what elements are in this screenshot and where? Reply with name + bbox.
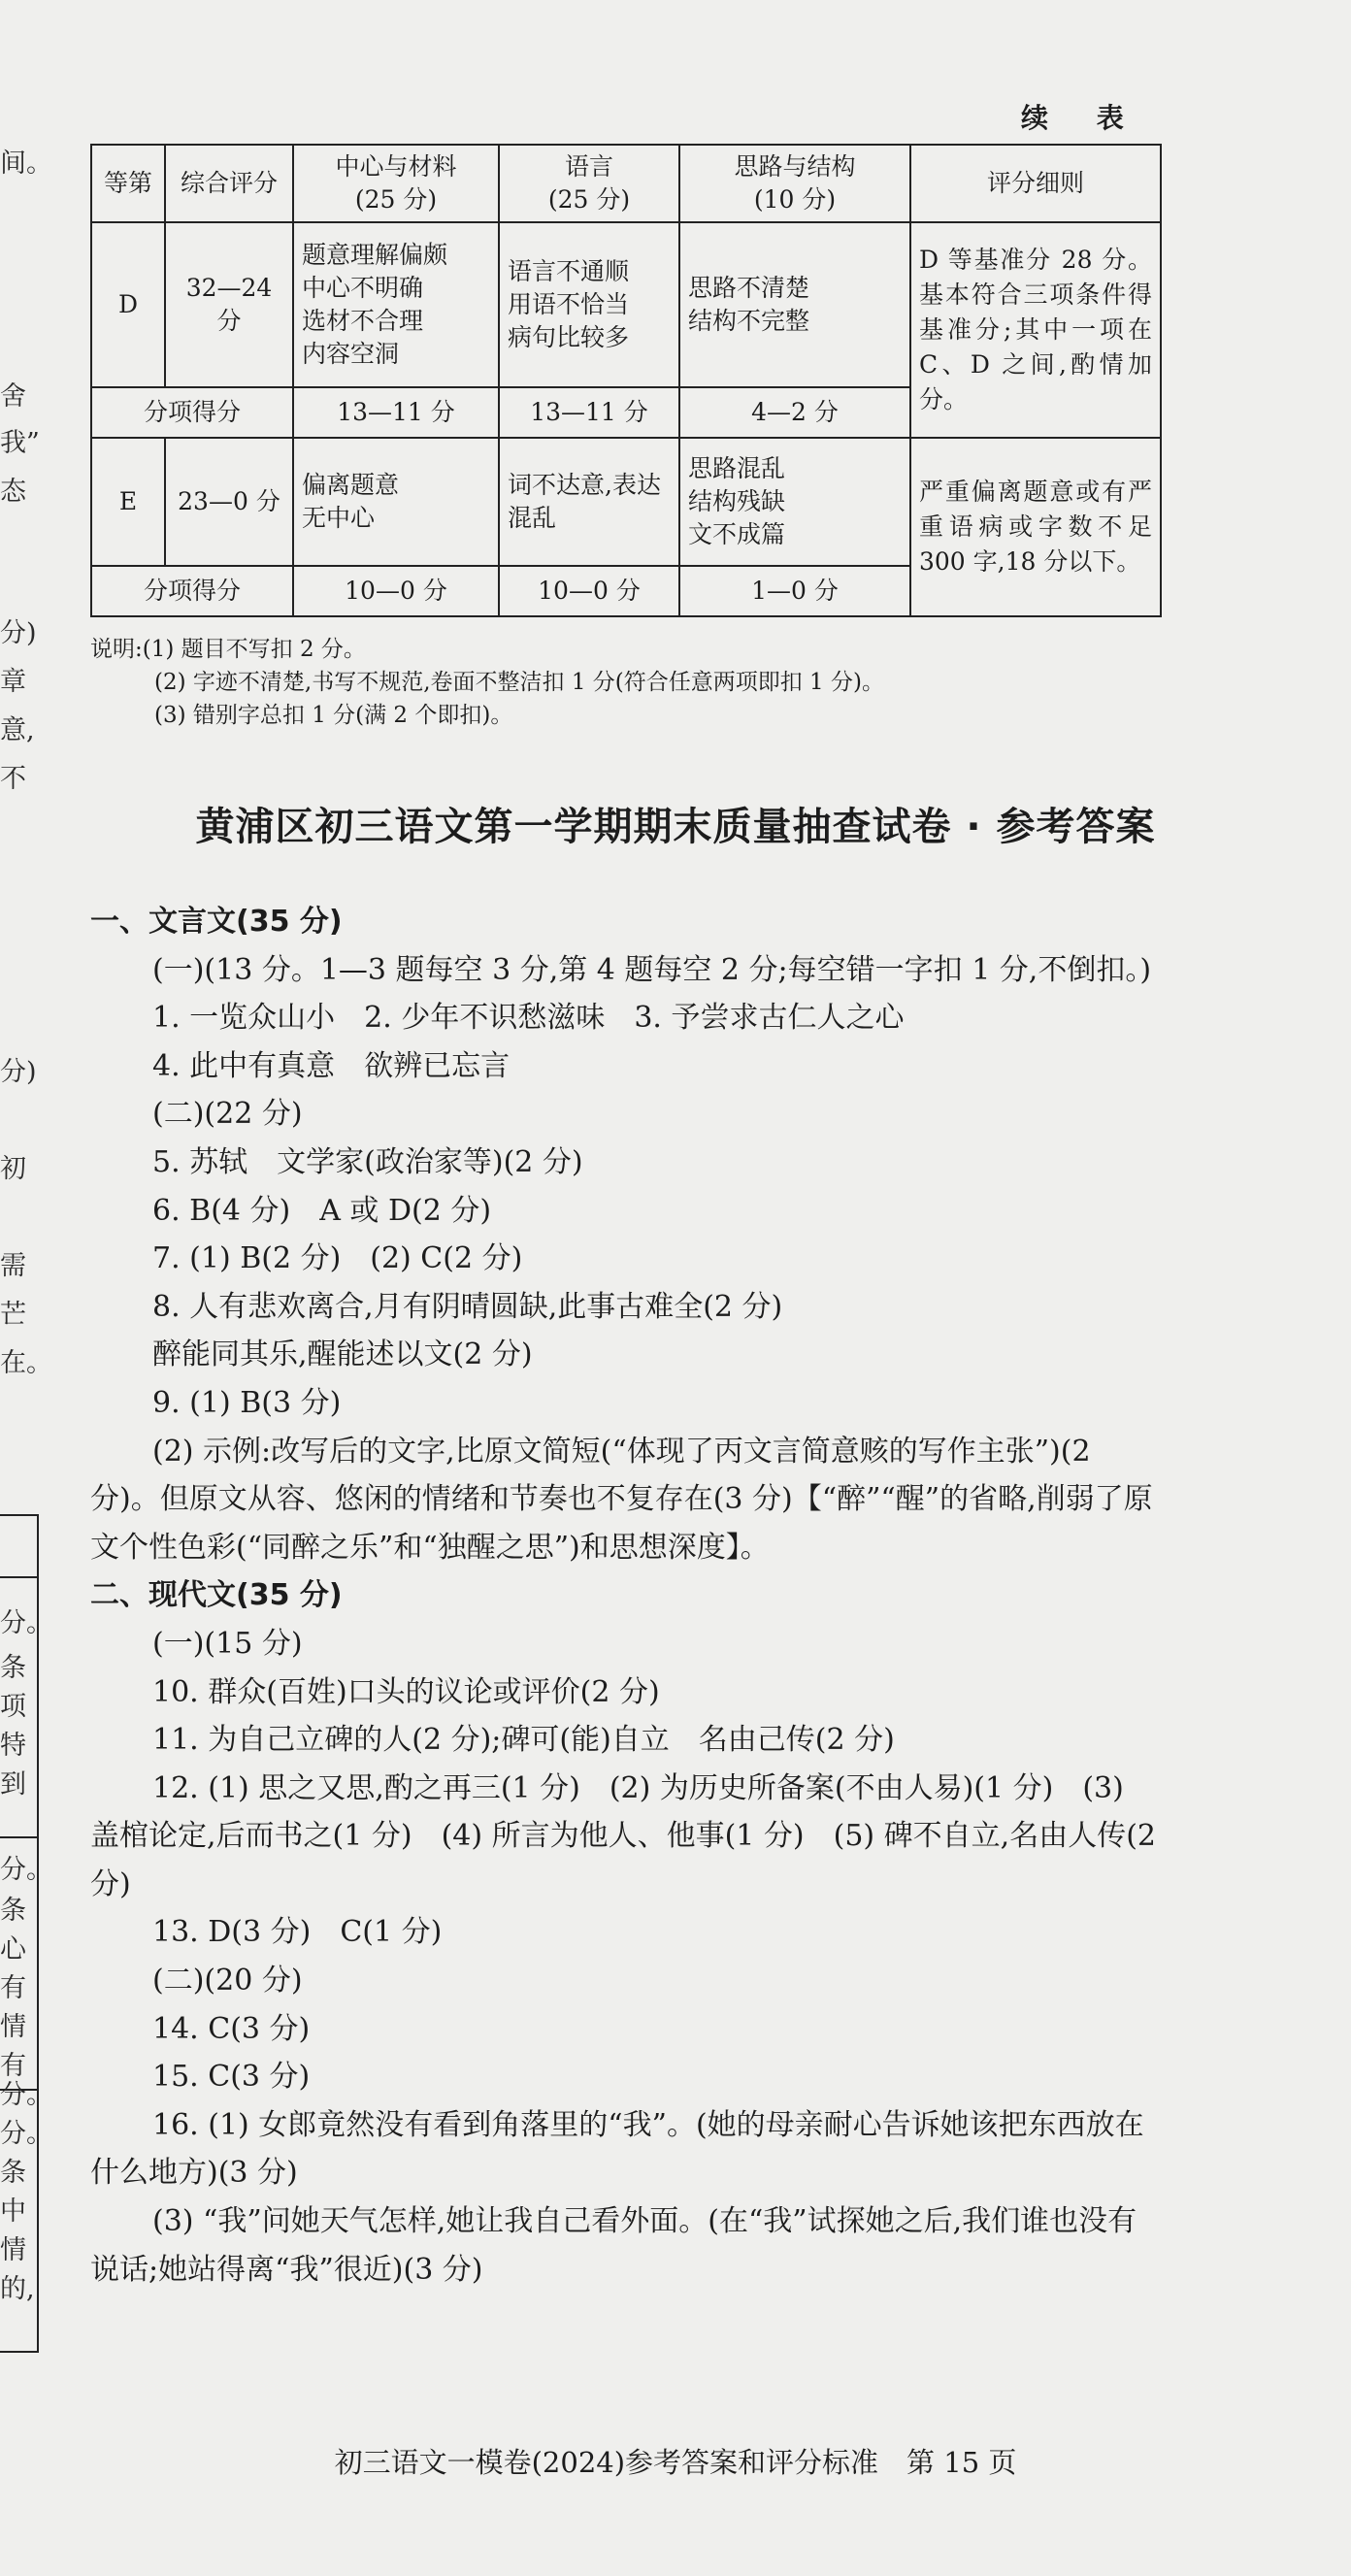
answer-line: 14. C(3 分) — [152, 2011, 311, 2046]
grade-e-language: 词不达意,表达混乱 — [499, 438, 679, 566]
answer-line: 9. (1) B(3 分) — [152, 1385, 342, 1420]
edge-fragment: 分。 — [0, 2119, 52, 2149]
answer-line: 5. 苏轼 文学家(政治家等)(2 分) — [152, 1144, 583, 1179]
edge-table-fragment — [0, 1514, 52, 2353]
edge-fragment: 分) — [0, 618, 37, 648]
edge-fragment: 态 — [0, 477, 26, 507]
header-overall-score: 综合评分 — [165, 145, 293, 222]
answer-line: (一)(15 分) — [152, 1626, 303, 1661]
answer-line: (二)(22 分) — [152, 1097, 303, 1132]
answer-line: 醉能同其乐,醒能述以文(2 分) — [152, 1338, 533, 1372]
edge-fragment: 章 — [0, 667, 26, 697]
edge-fragment: 条 — [0, 1653, 26, 1683]
subscore-d-structure: 4—2 分 — [679, 387, 910, 438]
edge-fragment: 项 — [0, 1692, 26, 1722]
answer-line: 13. D(3 分) C(1 分) — [152, 1915, 443, 1950]
note-line: (3) 错别字总扣 1 分(满 2 个即扣)。 — [154, 703, 513, 728]
grade-e-structure: 思路混乱 结构残缺 文不成篇 — [679, 438, 910, 566]
subscore-label: 分项得分 — [91, 387, 293, 438]
grade-e-score: 23—0 分 — [165, 438, 293, 566]
note-line: 说明:(1) 题目不写扣 2 分。 — [90, 637, 366, 662]
grade-d-label: D — [91, 222, 165, 387]
edge-fragment: 意, — [0, 715, 35, 745]
header-center-material: 中心与材料 (25 分) — [293, 145, 499, 222]
subscore-label: 分项得分 — [91, 566, 293, 616]
answer-body — [90, 898, 1160, 2294]
answer-line: (2) 示例:改写后的文字,比原文简短(“体现了丙文言简意赅的写作主张”)(2 分)。但原文从容、悠闲的情绪和节奏也不复存在(3 分)【“醉”“醒”的省略,削弱了原文个性色彩(“同醉之乐”和“独醒之思”)和思想深度】。 — [90, 1434, 1153, 1565]
answer-line: 1. 一览众山小 2. 少年不识愁滋味 3. 予尝求古仁人之心 — [152, 1001, 905, 1036]
edge-fragment: 分) — [0, 1057, 37, 1087]
grade-e-center: 偏离题意 无中心 — [293, 438, 499, 566]
answer-line: 8. 人有悲欢离合,月有阴晴圆缺,此事古难全(2 分) — [152, 1289, 783, 1324]
edge-fragment: 特 — [0, 1731, 26, 1761]
table-row-grade-d — [91, 222, 1161, 387]
grade-d-detail: D 等基准分 28 分。基本符合三项条件得基准分;其中一项在 C、D 之间,酌情加分。 — [910, 222, 1161, 438]
edge-fragment: 条 — [0, 1896, 26, 1926]
subscore-e-center: 10—0 分 — [293, 566, 499, 616]
answer-line: 4. 此中有真意 欲辨已忘言 — [152, 1048, 511, 1083]
subscore-d-center: 13—11 分 — [293, 387, 499, 438]
answer-line: (一)(13 分。1—3 题每空 3 分,第 4 题每空 2 分;每空错一字扣 1 分,不倒扣。) — [152, 952, 1152, 987]
table-notes — [90, 633, 884, 732]
grade-d-language: 语言不通顺 用语不恰当 病句比较多 — [499, 222, 679, 387]
grade-e-detail: 严重偏离题意或有严重语病或字数不足 300 字,18 分以下。 — [910, 438, 1161, 616]
header-structure: 思路与结构 (10 分) — [679, 145, 910, 222]
edge-fragment: 有 — [0, 1973, 26, 2003]
answer-line: 16. (1) 女郎竟然没有看到角落里的“我”。(她的母亲耐心告诉她该把东西放在什么地方)(3 分) — [90, 2107, 1144, 2191]
table-header-row — [91, 145, 1161, 222]
note-line: (2) 字迹不清楚,书写不规范,卷面不整洁扣 1 分(符合任意两项即扣 1 分)。 — [154, 670, 884, 695]
edge-fragment: 有 — [0, 2051, 26, 2081]
edge-fragment: 中 — [0, 2196, 26, 2227]
section-heading: 一、文言文(35 分) — [90, 905, 343, 939]
page-footer: 初三语文一模卷(2024)参考答案和评分标准 第 15 页 — [334, 2446, 1017, 2479]
header-scoring-detail: 评分细则 — [910, 145, 1161, 222]
edge-fragment: 分。 — [0, 2080, 52, 2110]
edge-table-line — [0, 1836, 37, 1838]
continued-table-label: 续 表 — [1021, 102, 1143, 134]
edge-fragment: 不 — [0, 764, 26, 794]
answer-line: (3) “我”问她天气怎样,她让我自己看外面。(在“我”试探她之后,我们谁也没有说话;她站得离“我”很近)(3 分) — [90, 2204, 1137, 2287]
answer-line: 6. B(4 分) A 或 D(2 分) — [152, 1193, 492, 1228]
edge-fragment: 的, — [0, 2274, 35, 2304]
edge-fragment: 分。 — [0, 1608, 52, 1638]
subscore-e-language: 10—0 分 — [499, 566, 679, 616]
answer-line: 7. (1) B(2 分) (2) C(2 分) — [152, 1241, 523, 1276]
edge-fragment: 条 — [0, 2158, 26, 2188]
edge-fragment: 在。 — [0, 1348, 52, 1378]
edge-fragment: 情 — [0, 2235, 26, 2265]
edge-fragment: 需 — [0, 1251, 26, 1281]
edge-fragment: 分。 — [0, 1855, 52, 1885]
answer-line: 10. 群众(百姓)口头的议论或评价(2 分) — [152, 1674, 660, 1709]
answer-line: 11. 为自己立碑的人(2 分);碑可(能)自立 名由己传(2 分) — [152, 1723, 895, 1758]
answer-line: 12. (1) 思之又思,酌之再三(1 分) (2) 为历史所备案(不由人易)(1 分) (3) 盖棺论定,后而书之(1 分) (4) 所言为他人、他事(1 分) (5) 碑不自立,名由人传(2 分) — [90, 1770, 1156, 1901]
edge-fragment: 情 — [0, 2012, 26, 2042]
subscore-d-language: 13—11 分 — [499, 387, 679, 438]
edge-fragment: 间。 — [0, 149, 52, 179]
section-heading: 二、现代文(35 分) — [90, 1578, 343, 1613]
answer-line: 15. C(3 分) — [152, 2060, 311, 2095]
edge-fragment: 心 — [0, 1934, 26, 1965]
edge-fragment: 舍 — [0, 381, 26, 412]
grade-d-score: 32—24 分 — [165, 222, 293, 387]
grade-e-label: E — [91, 438, 165, 566]
edge-fragment: 初 — [0, 1154, 26, 1184]
table-row-grade-e — [91, 438, 1161, 566]
header-language: 语言 (25 分) — [499, 145, 679, 222]
edge-fragment: 我” — [0, 428, 40, 458]
grade-d-structure: 思路不清楚 结构不完整 — [679, 222, 910, 387]
edge-table-line — [0, 1576, 37, 1578]
page-title: 黄浦区初三语文第一学期期末质量抽查试卷 · 参考答案 — [195, 805, 1156, 849]
subscore-e-structure: 1—0 分 — [679, 566, 910, 616]
answer-line: (二)(20 分) — [152, 1964, 303, 1998]
edge-fragment: 芒 — [0, 1300, 26, 1330]
grade-d-center: 题意理解偏颇 中心不明确 选材不合理 内容空洞 — [293, 222, 499, 387]
edge-fragment: 到 — [0, 1769, 26, 1800]
scoring-table — [90, 144, 1162, 617]
header-grade: 等第 — [91, 145, 165, 222]
